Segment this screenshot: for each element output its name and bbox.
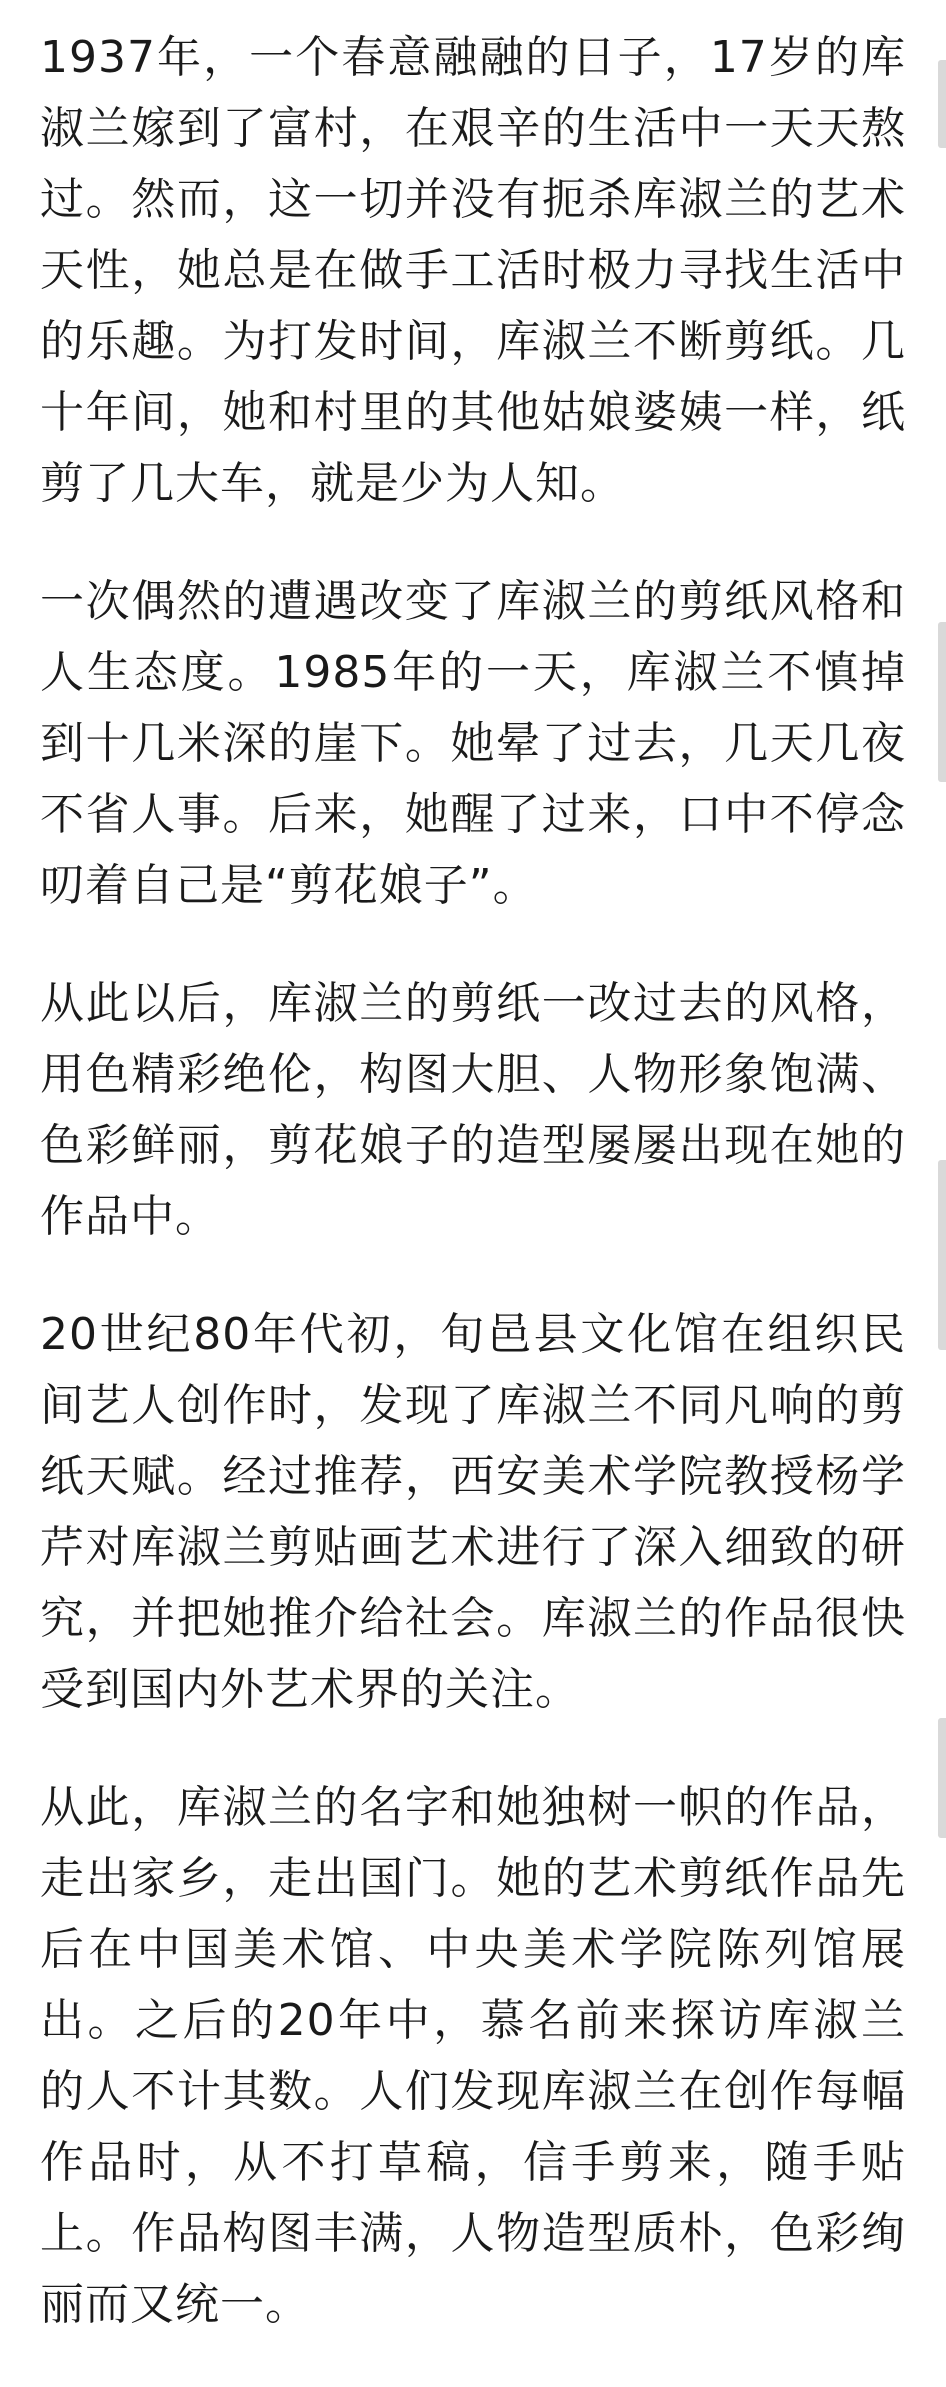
paragraph-5: 从此，库淑兰的名字和她独树一帜的作品，走出家乡，走出国门。她的艺术剪纸作品先后在中国美术馆、中央美术学院陈列馆展出。之后的20年中，慕名前来探访库淑兰的人不计其数。人们发现库淑兰在创作每幅作品时，从不打草稿，信手剪来，随手贴上。作品构图丰满，人物造型质朴，色彩绚丽而又统一。 (40, 1782, 906, 2330)
edge-scroll-marker (938, 60, 946, 148)
edge-scroll-marker (938, 622, 946, 782)
paragraph-3: 从此以后，库淑兰的剪纸一改过去的风格，用色精彩绝伦，构图大胆、人物形象饱满、色彩鲜丽，剪花娘子的造型屡屡出现在她的作品中。 (40, 978, 906, 1242)
paragraph-4: 20世纪80年代初，旬邑县文化馆在组织民间艺人创作时，发现了库淑兰不同凡响的剪纸天赋。经过推荐，西安美术学院教授杨学芹对库淑兰剪贴画艺术进行了深入细致的研究，并把她推介给社会。库淑兰的作品很快受到国内外艺术界的关注。 (40, 1309, 906, 1715)
paragraph-2: 一次偶然的遭遇改变了库淑兰的剪纸风格和人生态度。1985年的一天，库淑兰不慎掉到十几米深的崖下。她晕了过去，几天几夜不省人事。后来，她醒了过来，口中不停念叨着自己是“剪花娘子”。 (40, 576, 906, 911)
edge-scroll-marker (938, 1160, 946, 1350)
article-body (40, 22, 906, 2387)
edge-scroll-marker (938, 1718, 946, 1838)
paragraph-1: 1937年，一个春意融融的日子，17岁的库淑兰嫁到了富村，在艰辛的生活中一天天熬过。然而，这一切并没有扼杀库淑兰的艺术天性，她总是在做手工活时极力寻找生活中的乐趣。为打发时间，库淑兰不断剪纸。几十年间，她和村里的其他姑娘婆姨一样，纸剪了几大车，就是少为人知。 (40, 32, 906, 509)
